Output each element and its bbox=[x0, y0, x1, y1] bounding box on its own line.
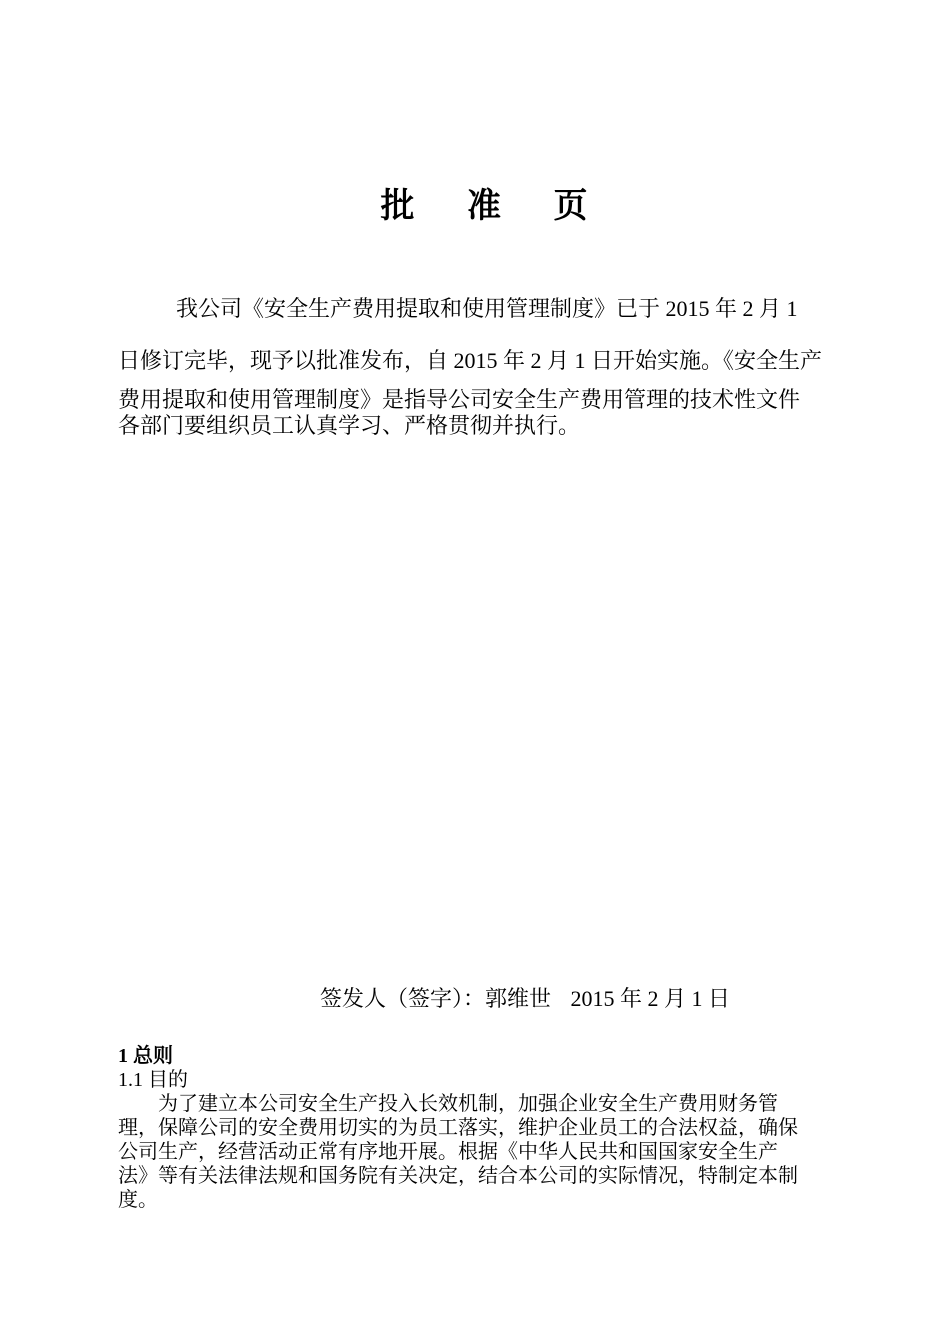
approval-line: 各部门要组织员工认真学习、严格贯彻并执行。 bbox=[118, 413, 581, 438]
page-title: 批 准 页 bbox=[380, 188, 610, 225]
section-subheading: 1.1 目的 bbox=[118, 1069, 188, 1091]
approval-line: 日修订完毕，现予以批准发布，自 2015 年 2 月 1 日开始实施。《安全生产 bbox=[118, 348, 823, 373]
signature-block bbox=[320, 982, 744, 1013]
signer-label: 签发人（签字）：郭维世 bbox=[320, 986, 552, 1011]
paragraph-line: 法》等有关法律法规和国务院有关决定，结合本公司的实际情况，特制定本制 bbox=[118, 1165, 798, 1187]
purpose-paragraph bbox=[118, 1092, 853, 1212]
approval-statement bbox=[118, 283, 850, 439]
paragraph-line: 公司生产，经营活动正常有序地开展。根据《中华人民共和国国家安全生产 bbox=[118, 1141, 778, 1163]
approval-line: 我公司《安全生产费用提取和使用管理制度》已于 2015 年 2 月 1 bbox=[176, 296, 798, 321]
approval-line: 费用提取和使用管理制度》是指导公司安全生产费用管理的技术性文件 bbox=[118, 387, 801, 412]
paragraph-line: 理，保障公司的安全费用切实的为员工落实，维护企业员工的合法权益，确保 bbox=[118, 1117, 798, 1139]
paragraph-line: 为了建立本公司安全生产投入长效机制，加强企业安全生产费用财务管 bbox=[158, 1093, 778, 1115]
general-provisions-section bbox=[118, 1044, 853, 1212]
section-heading: 1 总则 bbox=[118, 1045, 173, 1067]
paragraph-line: 度。 bbox=[118, 1189, 158, 1211]
sign-date: 2015 年 2 月 1 日 bbox=[570, 986, 731, 1011]
